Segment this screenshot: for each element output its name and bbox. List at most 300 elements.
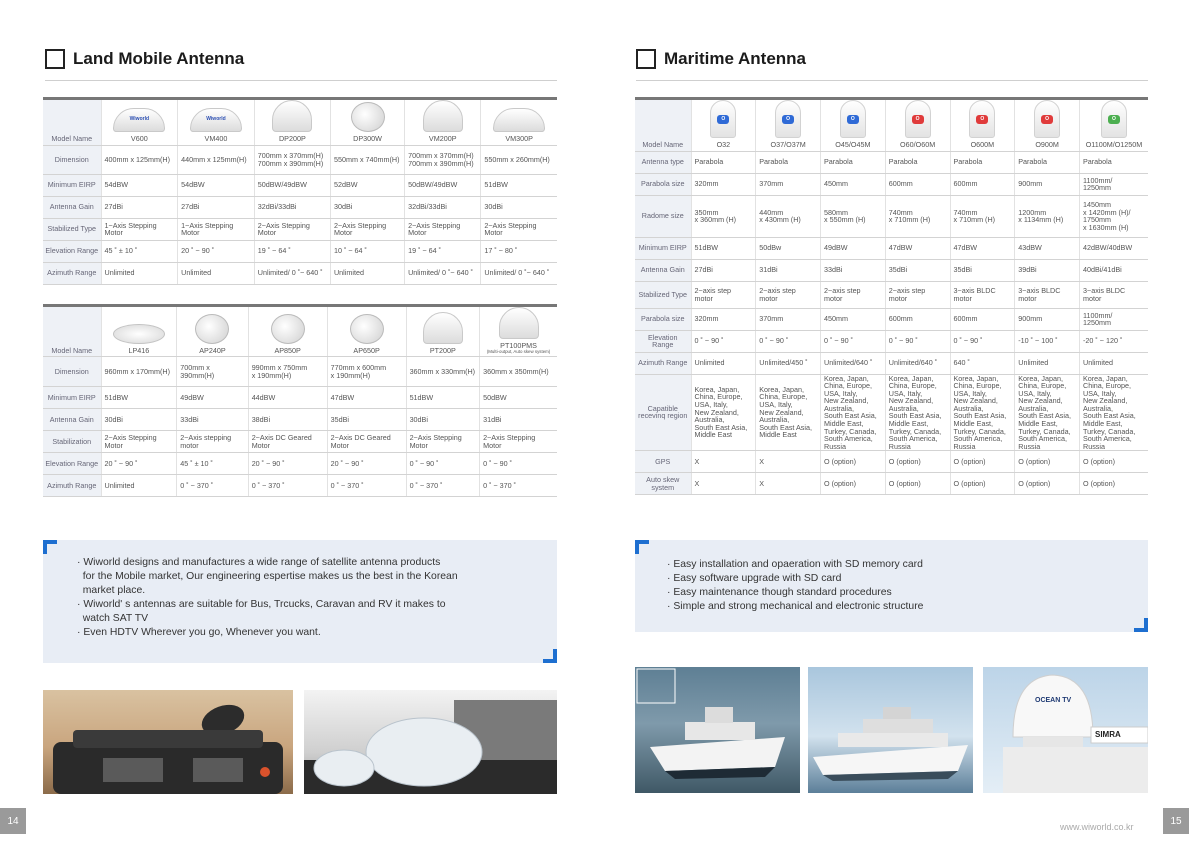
spec-value: 2~axis step motor: [691, 281, 756, 308]
model-product: [181, 108, 251, 143]
spec-value: 20 ˚ ~ 90 ˚: [327, 453, 406, 475]
spec-value: 2~Axis Stepping Motor: [405, 218, 481, 240]
spec-value: 2~Axis Stepping Motor: [330, 218, 404, 240]
model-cell: [691, 99, 756, 152]
right-title-rule: [636, 80, 1148, 81]
spec-value: 3~axis BLDC motor: [1080, 281, 1149, 308]
spec-value: Korea, Japan, China, Europe, USA, Italy, New Zealand, Australia, South East Asia, Middle East, Turkey, Canada, South America, Russia: [1080, 374, 1149, 451]
corner-bracket-icon: [1134, 618, 1148, 632]
spec-value: 42dBW/40dBW: [1080, 237, 1149, 259]
spec-value: Unlimited: [1015, 352, 1080, 374]
photo-suv-antenna: [43, 690, 293, 794]
maritime-dome-image: [775, 100, 801, 138]
spec-value: 31dBi: [756, 259, 821, 281]
spec-value: Korea, Japan, China, Europe, USA, Italy, New Zealand, Australia, South East Asia, Middle East, Turkey, Canada, South America, Russia: [885, 374, 950, 451]
antenna-image: Wiworld: [113, 108, 165, 132]
left-title-rule: [45, 80, 557, 81]
spec-row: [43, 453, 557, 475]
info-line: · Even HDTV Wherever you go, Whenever you want.: [77, 627, 321, 638]
spec-value: O (option): [950, 473, 1015, 495]
spec-row: [43, 218, 557, 240]
spec-value: 550mm x 740mm(H): [330, 145, 404, 174]
superyacht-illustration: [808, 667, 973, 793]
model-name: O60/O60M: [900, 140, 936, 149]
spec-value: 35dBi: [885, 259, 950, 281]
spec-value: O (option): [821, 451, 886, 473]
spec-value: 51dBW: [101, 387, 177, 409]
spec-value: 2~Axis Stepping Motor: [101, 431, 177, 453]
spec-value: 580mm x 550mm (H): [821, 195, 886, 237]
land-info-text: [77, 556, 557, 640]
model-cell: [254, 99, 330, 146]
spec-value: 19 ˚ ~ 64 ˚: [254, 240, 330, 262]
spec-value: 19 ˚ ~ 64 ˚: [405, 240, 481, 262]
spec-value: Parabola: [691, 151, 756, 173]
spec-value: 450mm: [821, 173, 886, 195]
model-cell: [1015, 99, 1080, 152]
spec-row: [43, 196, 557, 218]
spec-value: Parabola: [821, 151, 886, 173]
spec-value: Korea, Japan, China, Europe, USA, Italy, New Zealand, Australia, South East Asia, Middle East, Turkey, Canada, South America, Russia: [1015, 374, 1080, 451]
model-row: [635, 99, 1148, 152]
spec-label: Stabilized Type: [635, 281, 691, 308]
info-line: · Easy maintenance though standard procedures: [667, 587, 892, 598]
info-line: · Wiworld' s antennas are suitable for Bus, Trcucks, Caravan and RV it makes to: [77, 599, 446, 610]
ocean-tv-dome-illustration: [983, 667, 1148, 793]
spec-value: 39dBi: [1015, 259, 1080, 281]
spec-value: 45 ˚ ± 10 ˚: [101, 240, 178, 262]
spec-row: [43, 409, 557, 431]
corner-bracket-icon: [543, 649, 557, 663]
info-line: · Easy software upgrade with SD card: [667, 573, 842, 584]
spec-label: Parabola size: [635, 308, 691, 330]
spec-value: 51dBW: [406, 387, 480, 409]
info-line: · Wiworld designs and manufactures a wide range of satellite antenna products: [77, 557, 441, 568]
right-title-text: Maritime Antenna: [664, 49, 807, 68]
spec-value: X: [756, 451, 821, 473]
checkbox-square-icon: [45, 49, 65, 69]
spec-row: [635, 281, 1148, 308]
suv-illustration: [43, 690, 293, 794]
website-url: www.wiworld.co.kr: [1060, 822, 1134, 832]
spec-value: 440mm x 125mm(H): [178, 145, 255, 174]
spec-value: Korea, Japan, China, Europe, USA, Italy, New Zealand, Australia, South East Asia, Middle East, Turkey, Canada, South America, Russia: [821, 374, 886, 451]
spec-value: 0 ˚ ~ 90 ˚: [885, 330, 950, 352]
spec-label: Radome size: [635, 195, 691, 237]
spec-value: 2~Axis DC Geared Motor: [248, 431, 327, 453]
spec-value: O (option): [885, 451, 950, 473]
spec-value: 44dBW: [248, 387, 327, 409]
brand-logo-icon: O: [976, 115, 988, 124]
spec-value: 20 ˚ ~ 90 ˚: [248, 453, 327, 475]
maritime-dome-image: [1101, 100, 1127, 138]
model-name: PT100PMS: [500, 341, 537, 350]
spec-value: Parabola: [1080, 151, 1149, 173]
spec-value: 30dBi: [330, 196, 404, 218]
spec-value: Korea, Japan, China, Europe, USA, Italy, New Zealand, Australia, South East Asia, Middle East, Turkey, Canada, South America, Russia: [950, 374, 1015, 451]
spec-value: 33dBi: [821, 259, 886, 281]
spec-value: 0 ˚ ~ 90 ˚: [406, 453, 480, 475]
photo-superyacht: [808, 667, 973, 793]
spec-value: 38dBi: [248, 409, 327, 431]
info-line: watch SAT TV: [77, 613, 149, 624]
spec-value: O (option): [821, 473, 886, 495]
model-cell: [756, 99, 821, 152]
spec-value: 51dBW: [481, 174, 557, 196]
model-product: [695, 100, 753, 149]
model-cell: [101, 99, 178, 146]
model-product: [1018, 100, 1076, 149]
spec-value: 2~Axis DC Geared Motor: [327, 431, 406, 453]
spec-value: 320mm: [691, 308, 756, 330]
spec-value: 1~Axis Stepping Motor: [101, 218, 178, 240]
spec-value: 40dBi/41dBi: [1080, 259, 1149, 281]
spec-value: 30dBi: [406, 409, 480, 431]
corner-bracket-icon: [43, 540, 57, 554]
model-name: O45/O45M: [835, 140, 871, 149]
spec-label: Azimuth Range: [43, 262, 101, 284]
info-line: for the Mobile market, Our engineering espertise makes us the best in the Korean: [77, 571, 458, 582]
spec-value: 50dBW/49dBW: [405, 174, 481, 196]
maritime-antenna-table: [635, 97, 1148, 495]
spec-row: [635, 151, 1148, 173]
spec-value: 2~axis step motor: [756, 281, 821, 308]
brand-logo-icon: O: [717, 115, 729, 124]
brand-logo-icon: O: [782, 115, 794, 124]
model-name: VM400: [204, 134, 228, 143]
model-cell: [178, 99, 255, 146]
model-cell: [405, 99, 481, 146]
model-name: AP650P: [353, 345, 380, 355]
spec-label: GPS: [635, 451, 691, 473]
spec-value: 3~axis BLDC motor: [950, 281, 1015, 308]
spec-value: 0 ˚ ~ 90 ˚: [821, 330, 886, 352]
brand-logo-icon: O: [1108, 115, 1120, 124]
spec-value: 45 ˚ ± 10 ˚: [177, 453, 248, 475]
photo-roof-antenna: [304, 690, 557, 794]
model-product: [410, 312, 477, 355]
spec-value: Unlimited/450 ˚: [756, 352, 821, 374]
model-name-label: Model Name: [43, 99, 101, 146]
spec-row: [43, 174, 557, 196]
spec-value: 51dBW: [691, 237, 756, 259]
spec-value: O (option): [1080, 473, 1149, 495]
model-cell: [885, 99, 950, 152]
spec-value: Unlimited: [101, 262, 178, 284]
spec-value: 20 ˚ ~ 90 ˚: [178, 240, 255, 262]
model-name: O1100M/O1250M: [1085, 140, 1143, 149]
spec-value: 50dBw: [756, 237, 821, 259]
model-cell: [1080, 99, 1149, 152]
spec-label: Stabilization: [43, 431, 101, 453]
model-product: [483, 307, 554, 354]
antenna-image: [113, 324, 165, 344]
land-antenna-table-1: [43, 97, 557, 285]
spec-value: O (option): [950, 451, 1015, 473]
spec-row: [635, 195, 1148, 237]
spec-row: [43, 357, 557, 387]
roof-dome-illustration: [304, 690, 557, 794]
spec-value: 0 ˚ ~ 90 ˚: [480, 453, 557, 475]
model-product: [252, 314, 324, 355]
spec-value: 0 ˚ ~ 370 ˚: [327, 475, 406, 497]
spec-label: Dimension: [43, 357, 101, 387]
spec-value: 17 ˚ ~ 80 ˚: [481, 240, 557, 262]
spec-label: Azimuth Range: [43, 475, 101, 497]
spec-value: 35dBi: [950, 259, 1015, 281]
spec-value: 50dBW: [480, 387, 557, 409]
spec-value: 440mm x 430mm (H): [756, 195, 821, 237]
model-name: PT200P: [429, 345, 456, 355]
antenna-image: Wiworld: [190, 108, 242, 132]
antenna-image: [272, 100, 312, 132]
spec-row: [635, 451, 1148, 473]
model-cell: [481, 99, 557, 146]
brand-logo-icon: O: [1041, 115, 1053, 124]
spec-value: 54dBW: [178, 174, 255, 196]
spec-value: 1~Axis Stepping Motor: [178, 218, 255, 240]
spec-value: 2~Axis Stepping Motor: [254, 218, 330, 240]
spec-value: 35dBi: [327, 409, 406, 431]
info-line: · Simple and strong mechanical and electronic structure: [667, 601, 924, 612]
spec-value: 20 ˚ ~ 90 ˚: [101, 453, 177, 475]
model-name-label: Model Name: [43, 306, 101, 357]
spec-value: O (option): [885, 473, 950, 495]
model-name: V600: [130, 134, 148, 143]
spec-row: [635, 352, 1148, 374]
model-note: (Multi-output, Auto skew system): [486, 348, 551, 354]
spec-value: 30dBi: [481, 196, 557, 218]
antenna-image: [350, 314, 384, 344]
model-cell: [248, 306, 327, 357]
spec-value: -10 ˚ ~ 100 ˚: [1015, 330, 1080, 352]
spec-value: 2~Axis Stepping Motor: [480, 431, 557, 453]
spec-value: Unlimited: [178, 262, 255, 284]
spec-label: Parabola size: [635, 173, 691, 195]
spec-value: 27dBi: [178, 196, 255, 218]
spec-value: X: [691, 451, 756, 473]
model-name: O32: [716, 140, 731, 149]
land-antenna-table-2: [43, 304, 557, 497]
spec-value: 450mm: [821, 308, 886, 330]
spec-value: 550mm x 260mm(H): [481, 145, 557, 174]
spec-value: 370mm: [756, 173, 821, 195]
antenna-image: [423, 100, 463, 132]
spec-value: 2~Axis Stepping Motor: [481, 218, 557, 240]
model-cell: [327, 306, 406, 357]
spec-value: Parabola: [756, 151, 821, 173]
spec-value: Unlimited/ 0 ˚~ 640 ˚: [254, 262, 330, 284]
right-section-title: [636, 49, 806, 69]
spec-value: X: [691, 473, 756, 495]
model-product: [331, 314, 403, 355]
spec-value: 770mm x 600mm x 190mm(H): [327, 357, 406, 387]
spec-value: 400mm x 125mm(H): [101, 145, 178, 174]
spec-value: Korea, Japan, China, Europe, USA, Italy, New Zealand, Australia, South East Asia, Middle East: [691, 374, 756, 451]
spec-value: 1100mm/ 1250mm: [1080, 308, 1149, 330]
antenna-image: [351, 102, 385, 132]
spec-label: Azimuth Range: [635, 352, 691, 374]
spec-row: [43, 475, 557, 497]
model-name: DP300W: [353, 134, 382, 143]
spec-value: Parabola: [885, 151, 950, 173]
maritime-dome-image: [840, 100, 866, 138]
spec-value: 27dBi: [691, 259, 756, 281]
spec-value: 0 ˚ ~ 90 ˚: [950, 330, 1015, 352]
spec-value: 10 ˚ ~ 64 ˚: [330, 240, 404, 262]
model-name: DP200P: [278, 134, 306, 143]
spec-row: [635, 308, 1148, 330]
model-cell: [406, 306, 480, 357]
spec-value: 30dBi: [101, 409, 177, 431]
model-name: LP416: [128, 345, 150, 355]
maritime-info-text: [667, 558, 1148, 614]
spec-value: 31dBi: [480, 409, 557, 431]
spec-value: 350mm x 360mm (H): [691, 195, 756, 237]
spec-value: O (option): [1080, 451, 1149, 473]
spec-label: Minimum EIRP: [43, 387, 101, 409]
model-row: [43, 99, 557, 146]
spec-value: 47dBW: [950, 237, 1015, 259]
model-name: VM300P: [505, 134, 533, 143]
model-name-label: Model Name: [635, 99, 691, 152]
model-product: [759, 100, 817, 149]
spec-value: 360mm x 330mm(H): [406, 357, 480, 387]
spec-value: 47dBW: [885, 237, 950, 259]
spec-label: Antenna Gain: [43, 409, 101, 431]
spec-value: 370mm: [756, 308, 821, 330]
land-info-box: [43, 540, 557, 663]
spec-value: 32dBi/33dBi: [405, 196, 481, 218]
antenna-image: [423, 312, 463, 344]
model-cell: [177, 306, 248, 357]
maritime-dome-image: [710, 100, 736, 138]
spec-row: [635, 259, 1148, 281]
spec-value: Unlimited/640 ˚: [821, 352, 886, 374]
spec-value: 33dBi: [177, 409, 248, 431]
brand-logo-icon: O: [847, 115, 859, 124]
model-name: O600M: [970, 140, 995, 149]
spec-value: 700mm x 370mm(H) 700mm x 390mm(H): [254, 145, 330, 174]
antenna-image: [271, 314, 305, 344]
photo-motor-yacht: [635, 667, 800, 793]
page-number-right: 15: [1163, 808, 1189, 834]
spec-row: [635, 173, 1148, 195]
spec-value: 740mm x 710mm (H): [950, 195, 1015, 237]
spec-value: 49dBW: [177, 387, 248, 409]
model-product: [105, 108, 175, 143]
model-name: VM200P: [428, 134, 457, 143]
model-name: AP240P: [199, 345, 226, 355]
maritime-dome-image: [1034, 100, 1060, 138]
spec-label: Auto skew system: [635, 473, 691, 495]
corner-bracket-icon: [635, 540, 649, 554]
model-cell: [950, 99, 1015, 152]
model-cell: [101, 306, 177, 357]
page-number-left: 14: [0, 808, 26, 834]
spec-row: [43, 387, 557, 409]
spec-value: 1200mm x 1134mm (H): [1015, 195, 1080, 237]
spec-value: Unlimited/ 0 ˚~ 640 ˚: [405, 262, 481, 284]
spec-label: Antenna Gain: [635, 259, 691, 281]
spec-label: Elevation Range: [43, 240, 101, 262]
spec-value: -20 ˚ ~ 120 ˚: [1080, 330, 1149, 352]
spec-row: [635, 374, 1148, 451]
spec-row: [43, 240, 557, 262]
spec-value: 600mm: [885, 173, 950, 195]
info-line: · Easy installation and opaeration with SD memory card: [667, 559, 923, 570]
photo-ocean-tv-antenna: [983, 667, 1148, 793]
spec-value: 0 ˚ ~ 90 ˚: [691, 330, 756, 352]
spec-label: Capatible recevinq region: [635, 374, 691, 451]
spec-value: 600mm: [950, 308, 1015, 330]
spec-value: 990mm x 750mm x 190mm(H): [248, 357, 327, 387]
model-product: [484, 108, 554, 143]
spec-value: 900mm: [1015, 173, 1080, 195]
spec-value: O (option): [1015, 451, 1080, 473]
ocean-tv-label: OCEAN TV: [1035, 697, 1072, 704]
spec-row: [43, 431, 557, 453]
model-name: O900M: [1035, 140, 1059, 149]
spec-value: 0 ˚ ~ 90 ˚: [756, 330, 821, 352]
antenna-image: [499, 307, 539, 339]
checkbox-square-icon: [636, 49, 656, 69]
spec-value: O (option): [1015, 473, 1080, 495]
model-name: AP850P: [274, 345, 301, 355]
antenna-image: [195, 314, 229, 344]
spec-value: 2~Axis stepping motor: [177, 431, 248, 453]
spec-value: 2~Axis Stepping Motor: [406, 431, 480, 453]
spec-value: Parabola: [950, 151, 1015, 173]
spec-label: Elevation Range: [635, 330, 691, 352]
spec-label: Antenna type: [635, 151, 691, 173]
spec-label: Elevation Range: [43, 453, 101, 475]
maritime-info-box: [635, 540, 1148, 632]
yacht-illustration: [635, 667, 800, 793]
spec-row: [43, 262, 557, 284]
spec-value: X: [756, 473, 821, 495]
maritime-dome-image: [969, 100, 995, 138]
spec-value: 3~axis BLDC motor: [1015, 281, 1080, 308]
antenna-image: [493, 108, 545, 132]
spec-label: Antenna Gain: [43, 196, 101, 218]
spec-value: 740mm x 710mm (H): [885, 195, 950, 237]
spec-value: 0 ˚ ~ 370 ˚: [177, 475, 248, 497]
spec-value: Unlimited/ 0 ˚~ 640 ˚: [481, 262, 557, 284]
spec-value: 43dBW: [1015, 237, 1080, 259]
spec-value: 360mm x 350mm(H): [480, 357, 557, 387]
spec-value: Unlimited: [330, 262, 404, 284]
spec-value: 320mm: [691, 173, 756, 195]
model-cell: [480, 306, 557, 357]
spec-value: 700mm x 390mm(H): [177, 357, 248, 387]
model-product: [954, 100, 1012, 149]
model-product: [408, 100, 477, 143]
spec-value: Unlimited/640 ˚: [885, 352, 950, 374]
spec-value: 27dBi: [101, 196, 178, 218]
model-row: [43, 306, 557, 357]
spec-value: 52dBW: [330, 174, 404, 196]
spec-value: Parabola: [1015, 151, 1080, 173]
spec-value: 32dBi/33dBi: [254, 196, 330, 218]
left-title-text: Land Mobile Antenna: [73, 49, 245, 68]
model-cell: [330, 99, 404, 146]
spec-value: 960mm x 170mm(H): [101, 357, 177, 387]
spec-value: Unlimited: [1080, 352, 1149, 374]
spec-value: 1450mm x 1420mm (H)/ 1750mm x 1630mm (H): [1080, 195, 1149, 237]
left-section-title: [45, 49, 244, 69]
spec-value: 640 ˚: [950, 352, 1015, 374]
